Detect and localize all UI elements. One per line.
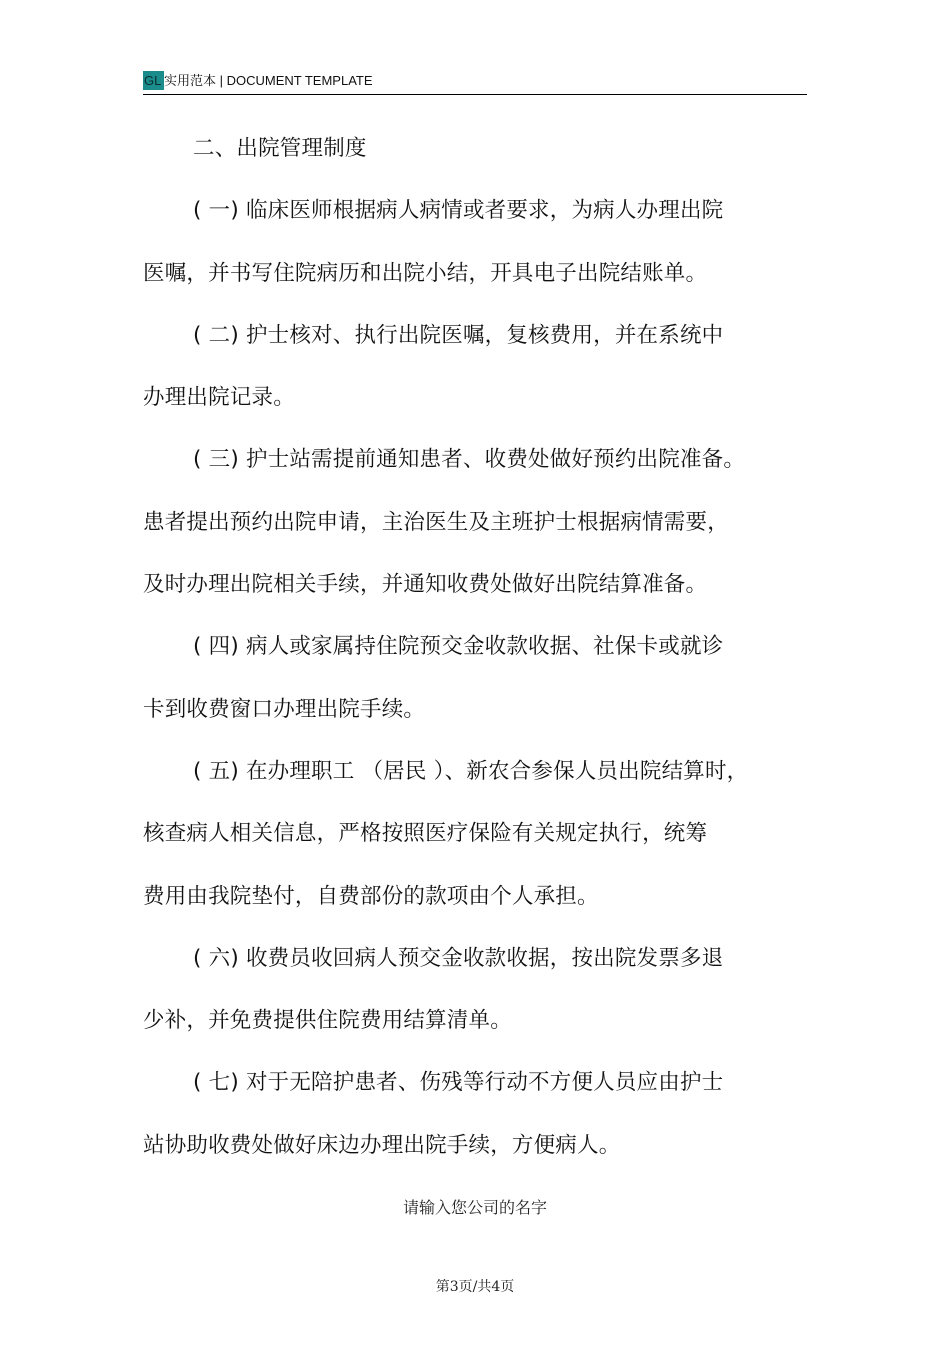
document-header: [143, 68, 807, 95]
paragraph-line: 费用由我院垫付，自费部份的款项由个人承担。: [143, 883, 599, 909]
paragraph-line: 患者提出预约出院申请，主治医生及主班护士根据病情需要，: [143, 509, 729, 535]
paragraph-line: 少补，并免费提供住院费用结算清单。: [143, 1008, 512, 1034]
paragraph-line: 卡到收费窗口办理出院手续。: [143, 696, 426, 722]
paragraph-line: ( 七) 对于无陪护患者、伤残等行动不方便人员应由护士: [193, 1070, 724, 1096]
document-body: [143, 130, 783, 1189]
paragraph-line: 办理出院记录。: [143, 385, 295, 411]
paragraph-line: ( 五) 在办理职工 （居民 ）、新农合参保人员出院结算时，: [193, 758, 749, 784]
paragraph-line: 及时办理出院相关手续，并通知收费处做好出院结算准备。: [143, 572, 708, 598]
paragraph-line: 站协助收费处做好床边办理出院手续，方便病人。: [143, 1132, 621, 1158]
paragraph-line: ( 一) 临床医师根据病人病情或者要求，为病人办理出院: [193, 198, 724, 224]
paragraph-line: ( 二) 护士核对、执行出院医嘱，复核费用，并在系统中: [193, 322, 724, 348]
paragraph-line: ( 四) 病人或家属持住院预交金收款收据、社保卡或就诊: [193, 634, 724, 660]
page-number: 第3页/共4页: [435, 1279, 515, 1295]
paragraph-line: 医嘱，并书写住院病历和出院小结，开具电子出院结账单。: [143, 260, 708, 286]
company-name-placeholder: 请输入您公司的名字: [402, 1198, 547, 1217]
header-title: 实用范本 | DOCUMENT TEMPLATE: [164, 73, 373, 88]
section-heading: 二、出院管理制度: [193, 136, 367, 161]
paragraph-line: ( 三) 护士站需提前通知患者、收费处做好预约出院准备。: [193, 447, 746, 473]
paragraph-line: ( 六) 收费员收回病人预交金收款收据，按出院发票多退: [193, 945, 724, 971]
paragraph-line: 核查病人相关信息，严格按照医疗保险有关规定执行，统筹: [143, 821, 708, 847]
gl-logo: GL: [143, 71, 164, 90]
